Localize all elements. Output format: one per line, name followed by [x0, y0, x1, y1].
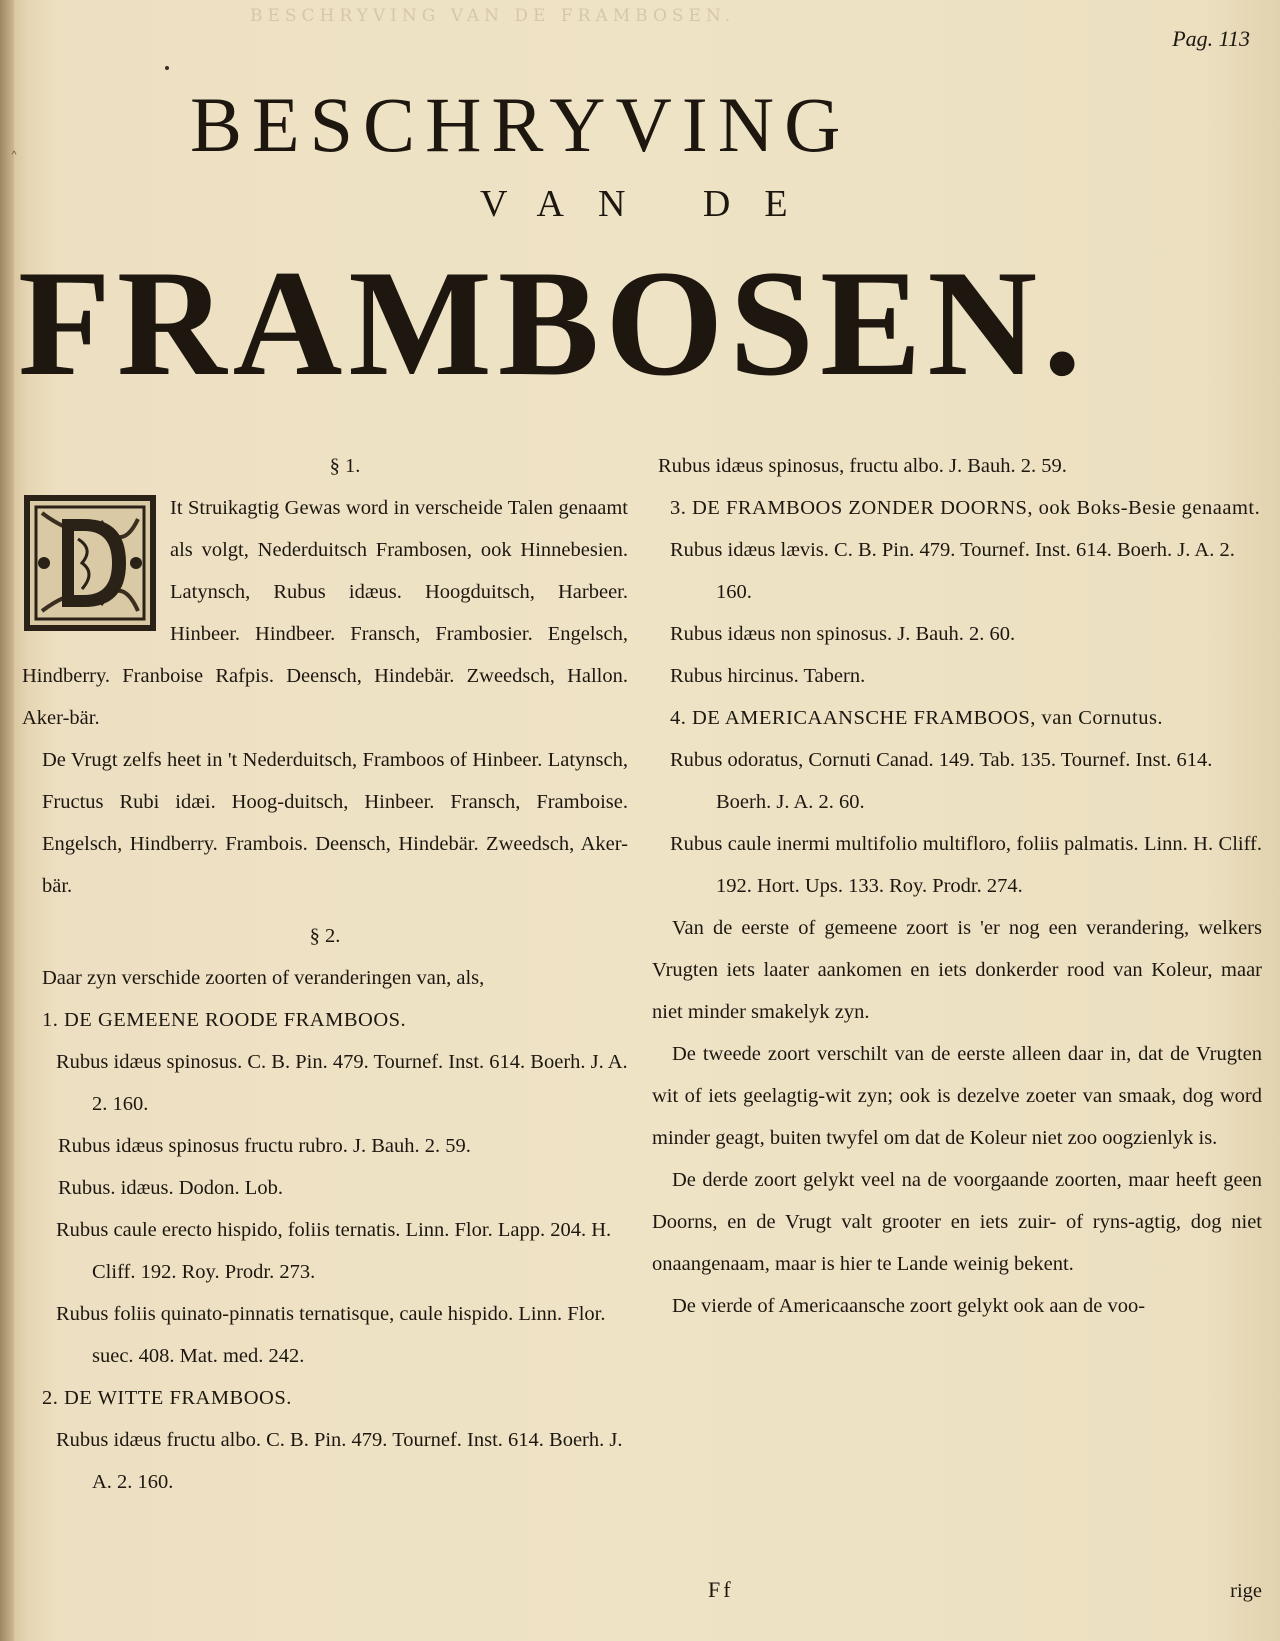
synonym-8: Rubus idæus lævis. C. B. Pin. 479. Tournef. Inst. 614. Boerh. J. A. 2. 160.	[670, 539, 1235, 603]
paragraph-7: De vierde of Americaansche zoort gelykt ook aan de voo-	[672, 1295, 1146, 1317]
catchword: rige	[1230, 1580, 1262, 1602]
paragraph-5: De tweede zoort verschilt van de eerste alleen daar in, dat de Vrugten wit of iets geelagtig-wit zyn; ook is dezelve zoeter van smaak, dog word minder geagt, buiten twyfel om dat de Koleur niet zoo oogzienlyk is.	[652, 1043, 1262, 1149]
synonym-10: Rubus hircinus. Tabern.	[670, 665, 866, 687]
page-binding-edge	[0, 0, 14, 1641]
synonym-11: Rubus odoratus, Cornuti Canad. 149. Tab. 135. Tournef. Inst. 614. Boerh. J. A. 2. 60.	[670, 749, 1213, 813]
paragraph-3: Daar zyn verschide zoorten of veranderingen van, als,	[42, 967, 485, 989]
signature-mark: Ff	[708, 1577, 734, 1602]
synonym-6: Rubus idæus fructu albo. C. B. Pin. 479. Tournef. Inst. 614. Boerh. J. A. 2. 160.	[56, 1429, 623, 1493]
section-heading-1: § 1.	[329, 455, 361, 477]
paragraph-6: De derde zoort gelykt veel na de voorgaande zoorten, maar heeft geen Doorns, en de Vrugt valt grooter en iets zuir- of ryns-agtig, dog niet onaangenaam, maar is hier te Lande weinig bekent.	[652, 1169, 1262, 1275]
margin-mark: ˰	[10, 135, 18, 154]
title-line-3: FRAMBOSEN.	[18, 239, 1088, 407]
ornamental-initial-d-icon	[22, 493, 158, 633]
right-column	[652, 445, 1262, 1327]
synonym-7: Rubus idæus spinosus, fructu albo. J. Bauh. 2. 59.	[658, 455, 1067, 477]
variety-heading-4: 4. DE AMERICAANSCHE FRAMBOOS, van Cornutus.	[670, 707, 1164, 729]
ink-dot	[165, 66, 169, 70]
variety-heading-1: 1. DE GEMEENE ROODE FRAMBOOS.	[42, 1009, 407, 1031]
show-through-text: BESCHRYVING VAN DE FRAMBOSEN.	[250, 6, 736, 26]
synonym-1: Rubus idæus spinosus. C. B. Pin. 479. Tournef. Inst. 614. Boerh. J. A. 2. 160.	[56, 1051, 628, 1115]
page-number: Pag. 113	[1172, 26, 1250, 51]
synonym-4: Rubus caule erecto hispido, foliis ternatis. Linn. Flor. Lapp. 204. H. Cliff. 192. Roy. Prodr. 273.	[56, 1219, 612, 1283]
paragraph-1-text: It Struikagtig Gewas word in verscheide Talen genaamt als volgt, Nederduitsch Frambosen, ook Hinnebesien. Latynsch, Rubus idæus. Hoogduitsch, Harbeer. Hinbeer. Hindbeer. Fransch, Frambosier. Engelsch, Hindberry. Franboise Rafpis. Deensch, Hindebär. Zweedsch, Hallon. Aker-bär.	[22, 497, 628, 729]
synonym-3: Rubus. idæus. Dodon. Lob.	[58, 1177, 283, 1199]
synonym-9: Rubus idæus non spinosus. J. Bauh. 2. 60.	[670, 623, 1016, 645]
synonym-2: Rubus idæus spinosus fructu rubro. J. Bauh. 2. 59.	[58, 1135, 471, 1157]
variety-heading-2: 2. DE WITTE FRAMBOOS.	[42, 1387, 292, 1409]
variety-heading-3: 3. DE FRAMBOOS ZONDER DOORNS, ook Boks-Besie genaamt.	[670, 497, 1261, 519]
title-line-2: VAN DE	[480, 183, 822, 225]
paragraph-4: Van de eerste of gemeene zoort is 'er nog een verandering, welkers Vrugten iets laater aankomen en iets donkerder rood van Koleur, maar niet minder smakelyk zyn.	[652, 917, 1262, 1023]
paragraph-1	[22, 487, 628, 739]
title-line-1: BESCHRYVING	[190, 81, 851, 168]
left-column	[22, 445, 628, 1503]
section-heading-2: § 2.	[309, 925, 341, 947]
paragraph-2: De Vrugt zelfs heet in 't Nederduitsch, Framboos of Hinbeer. Latynsch, Fructus Rubi idæi. Hoog-duitsch, Hinbeer. Fransch, Framboise. Engelsch, Hindberry. Frambois. Deensch, Hindebär. Zweedsch, Aker-bär.	[42, 749, 628, 897]
synonym-12: Rubus caule inermi multifolio multifloro, foliis palmatis. Linn. H. Cliff. 192. Hort. Ups. 133. Roy. Prodr. 274.	[670, 833, 1262, 897]
synonym-5: Rubus foliis quinato-pinnatis ternatisque, caule hispido. Linn. Flor. suec. 408. Mat. med. 242.	[56, 1303, 606, 1367]
